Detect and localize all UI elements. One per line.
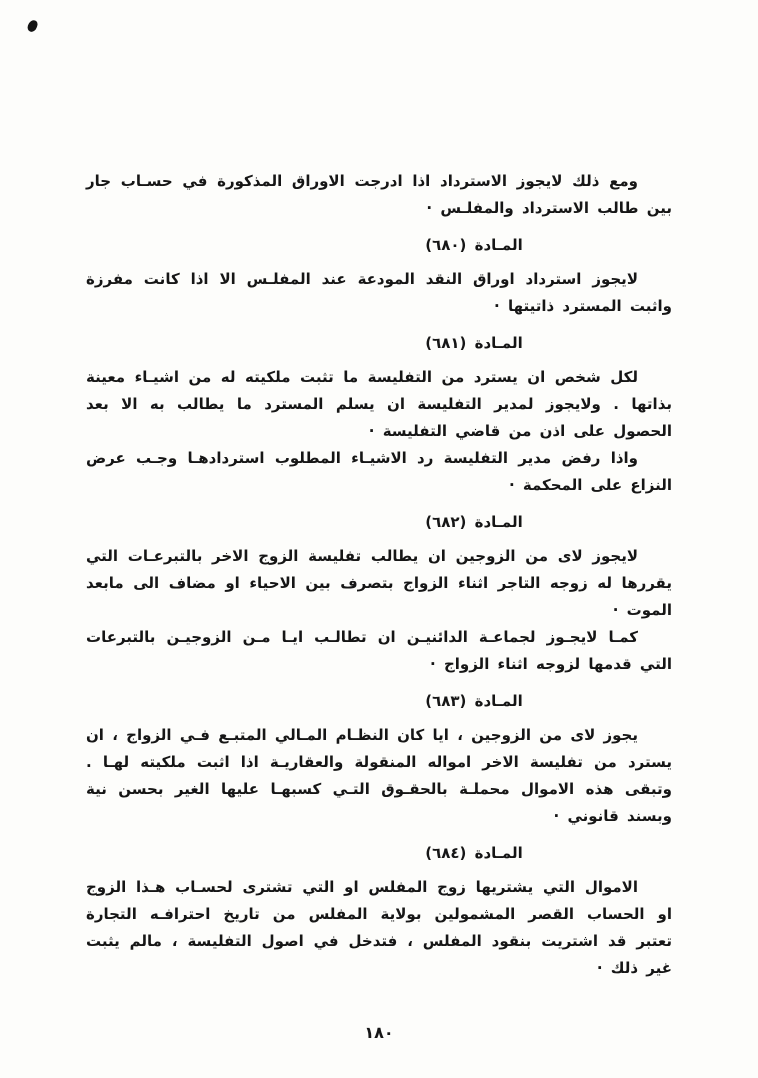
article-heading: المـادة (٦٨٠) [425, 236, 523, 254]
paragraph: لكل شخص ان يسترد من التفليسة ما تثبت ملكيته له من اشيـاء معينة بذاتها . ولايجوز لمدير التفليسة ان يسلم المسترد ما يطالب به الا بعد الحصول على اذن من قاضي التفليسة · [86, 368, 672, 440]
page-number: ١٨٠ [364, 1023, 394, 1042]
paragraph: واذا رفض مدير التفليسة رد الاشيـاء المطلوب استردادهـا وجـب عرض النزاع على المحكمة · [86, 449, 672, 494]
article-heading: المـادة (٦٨٤) [425, 844, 523, 862]
article-section [86, 168, 672, 222]
article-section [86, 688, 672, 830]
scan-artifact [26, 19, 38, 33]
document-body [86, 168, 672, 982]
paragraph: كمـا لايجـوز لجماعـة الدائنيـن ان تطالـب ايـا مـن الزوجيـن بالتبرعات التي قدمها لزوجه اثناء الزواج · [86, 628, 672, 673]
paragraph: لايجوز استرداد اوراق النقد المودعة عند المفلـس الا اذا كانت مفرزة واثبت المسترد ذاتيتها · [86, 270, 672, 315]
article-section [86, 840, 672, 982]
paragraph: ومع ذلك لايجوز الاسترداد اذا ادرجت الاوراق المذكورة في حسـاب جار بين طالب الاسترداد والمفلـس · [86, 172, 672, 217]
article-section [86, 330, 672, 499]
paragraph: يجوز لاى من الزوجين ، ايا كان النظـام المـالي المتبـع فـي الزواج ، ان يسترد من تفليسة الاخر امواله المنقولة والعقاريـة اذا اثبت ملكيته لهـا . وتبقى هذه الاموال محملـة بالحقـوق التـي كسبهـا عليها الغير بحسن نية وبسند قانوني · [86, 726, 672, 825]
article-heading: المـادة (٦٨٣) [425, 692, 523, 710]
article-section [86, 509, 672, 678]
paragraph: الاموال التي يشتريها زوج المفلس او التي تشترى لحسـاب هـذا الزوج او الحساب القصر المشمولين بولاية المفلس من تاريخ احترافـه التجارة تعتبر قد اشتريت بنقود المفلس ، فتدخل في اصول التفليسة ، مالم يثبت غير ذلك · [86, 878, 672, 977]
paragraph: لايجوز لاى من الزوجين ان يطالب تفليسة الزوج الاخر بالتبرعـات التي يقررها له زوجه التاجر اثناء الزواج بتصرف بين الاحياء او مضاف الى مابعد الموت · [86, 547, 672, 619]
article-section [86, 232, 672, 320]
article-heading: المـادة (٦٨٢) [425, 513, 523, 531]
article-heading: المـادة (٦٨١) [425, 334, 523, 352]
